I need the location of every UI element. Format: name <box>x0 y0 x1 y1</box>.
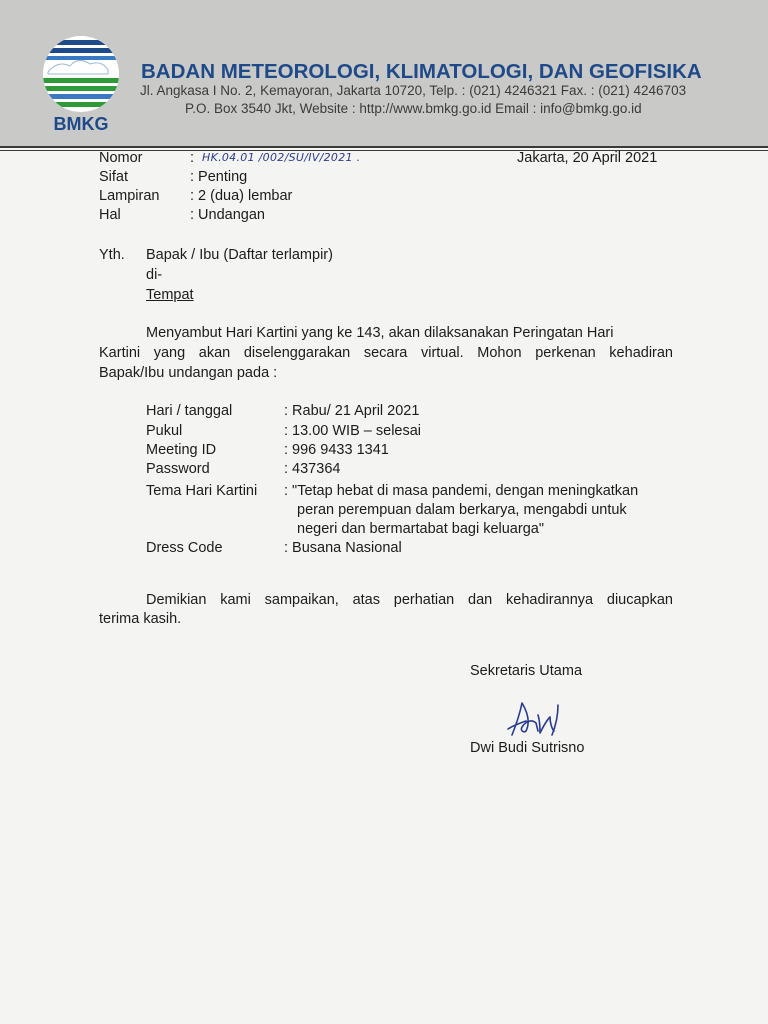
lampiran-value: : 2 (dua) lembar <box>190 188 293 204</box>
logo-text: BMKG <box>53 114 109 134</box>
hal-label: Hal <box>99 207 121 223</box>
detail-label: Pukul <box>146 423 183 439</box>
tema-line-2: peran perempuan dalam berkarya, mengabdi untuk <box>297 502 627 518</box>
addressee-line-2: di- <box>146 267 163 283</box>
organization-name: BADAN METEOROLOGI, KLIMATOLOGI, DAN GEOFISIKA <box>141 60 702 83</box>
letter-date: Jakarta, 20 April 2021 <box>517 150 658 166</box>
paragraph-1-line-3: Bapak/Ibu undangan pada : <box>99 365 278 381</box>
addressee-line-1: Bapak / Ibu (Daftar terlampir) <box>146 247 333 263</box>
lampiran-label: Lampiran <box>99 188 160 204</box>
signatory-title: Sekretaris Utama <box>470 663 583 679</box>
nomor-label: Nomor <box>99 150 143 166</box>
detail-value: : Rabu/ 21 April 2021 <box>284 403 420 419</box>
detail-label: Meeting ID <box>146 442 217 458</box>
address-line-1: Jl. Angkasa I No. 2, Kemayoran, Jakarta 10720, Telp. : (021) 4246321 Fax. : (021) 4246703 <box>140 83 687 98</box>
header-rule-thick <box>0 146 768 148</box>
tema-line-3: negeri dan bermartabat bagi keluarga" <box>297 521 544 537</box>
detail-value: : 996 9433 1341 <box>284 442 389 458</box>
dress-code-value: : Busana Nasional <box>284 540 402 556</box>
detail-value: : 437364 <box>284 461 341 477</box>
closing-line-2: terima kasih. <box>99 611 182 627</box>
address-line-2: P.O. Box 3540 Jkt, Website : http://www.bmkg.go.id Email : info@bmkg.go.id <box>185 101 642 116</box>
detail-label: Hari / tanggal <box>146 403 233 419</box>
nomor-colon: : <box>190 150 195 166</box>
signatory-name: Dwi Budi Sutrisno <box>470 740 585 756</box>
sifat-value: : Penting <box>190 169 248 185</box>
detail-label: Password <box>146 461 210 477</box>
bmkg-logo <box>38 34 124 136</box>
hal-value: : Undangan <box>190 207 265 223</box>
dress-code-label: Dress Code <box>146 540 223 556</box>
yth-label: Yth. <box>99 247 125 263</box>
signature-image <box>500 695 580 745</box>
closing-line-1: Demikian kami sampaikan, atas perhatian dan kehadirannya diucapkan <box>146 592 673 608</box>
nomor-handwritten-value: HK.04.01 /002/SU/IV/2021 . <box>202 151 361 164</box>
paragraph-1-line-1: Menyambut Hari Kartini yang ke 143, akan dilaksanakan Peringatan Hari <box>146 325 614 341</box>
addressee-line-3: Tempat <box>146 287 194 303</box>
paragraph-1-line-2: Kartini yang akan diselenggarakan secara virtual. Mohon perkenan kehadiran <box>99 345 673 361</box>
detail-value: : "Tetap hebat di masa pandemi, dengan meningkatkan <box>284 483 639 499</box>
detail-label: Tema Hari Kartini <box>146 483 258 499</box>
detail-value: : 13.00 WIB – selesai <box>284 423 422 439</box>
sifat-label: Sifat <box>99 169 129 185</box>
